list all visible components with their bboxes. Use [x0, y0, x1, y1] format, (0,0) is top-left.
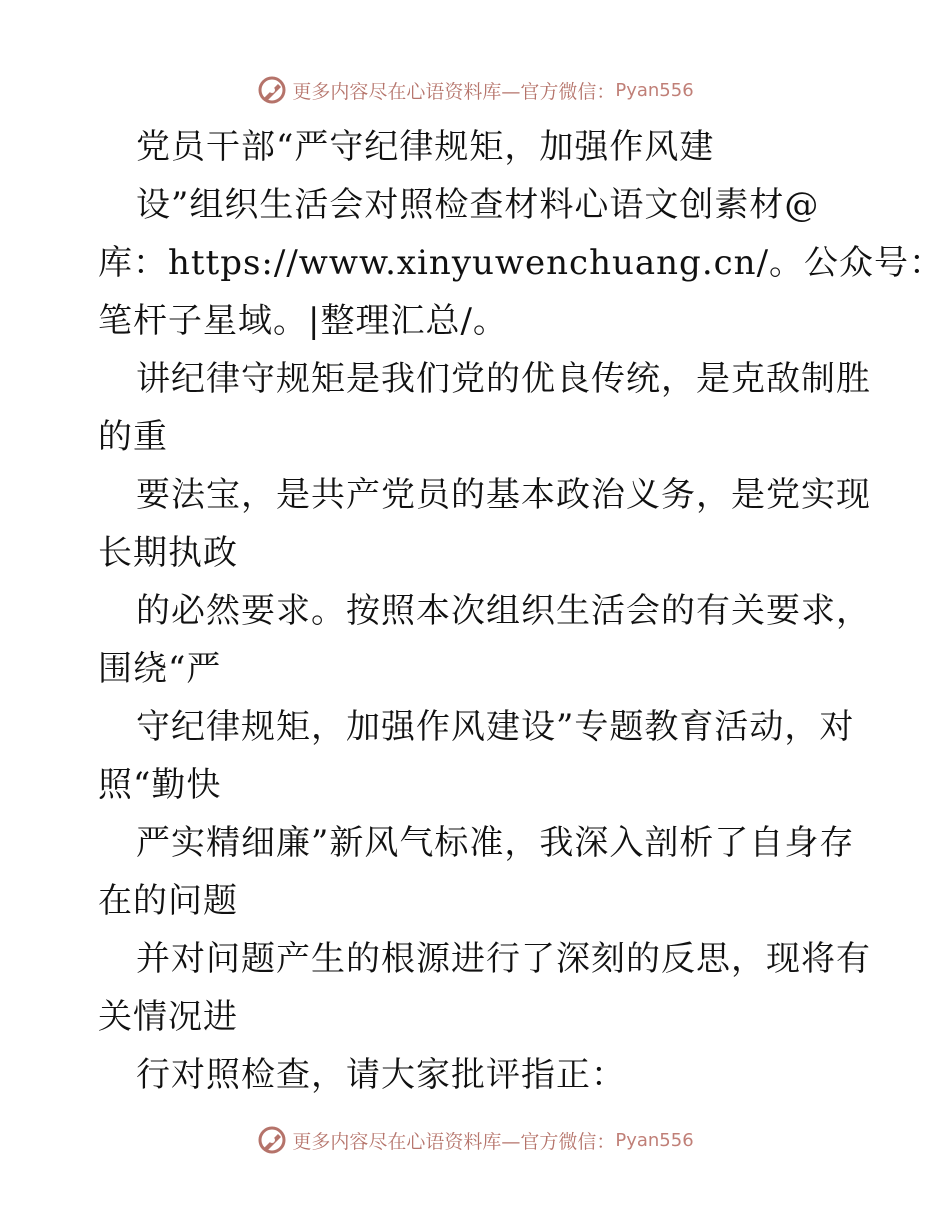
text-line: 设”组织生活会对照检查材料心语文创素材@ [136, 185, 820, 225]
text-line: 的必然要求。按照本次组织生活会的有关要求， [136, 591, 871, 631]
footer-watermark [0, 1124, 950, 1156]
text-line: 并对问题产生的根源进行了深刻的反思，现将有 [136, 939, 871, 979]
text-line: 在的问题 [98, 881, 238, 921]
text-line: 围绕“严 [98, 649, 222, 689]
text-line: 严实精细廉”新风气标准，我深入剖析了自身存 [136, 823, 855, 863]
watermark-brand-text: 更多内容尽在心语资料库—官方微信： [292, 80, 616, 103]
text-line: 的重 [98, 417, 168, 457]
document-body [98, 118, 945, 1104]
text-line: 笔杆子星域。|整理汇总/。 [98, 301, 508, 341]
text-line: 守纪律规矩，加强作风建设”专题教育活动，对 [136, 707, 855, 747]
text-line: 库：https://www.xinyuwenchuang.cn/。公众号： [98, 243, 945, 283]
watermark-id-text: Pyan556 [615, 79, 694, 101]
watermark-id-text: Pyan556 [615, 1129, 694, 1151]
pen-logo-icon [256, 1124, 288, 1156]
text-line: 行对照检查，请大家批评指正： [136, 1055, 626, 1095]
text-line: 要法宝，是共产党员的基本政治义务，是党实现 [136, 475, 871, 515]
pen-logo-icon [256, 74, 288, 106]
watermark-brand-text: 更多内容尽在心语资料库—官方微信： [292, 1130, 616, 1153]
text-line: 党员干部“严守纪律规矩，加强作风建 [136, 127, 715, 167]
header-watermark [0, 74, 950, 106]
text-line: 照“勤快 [98, 765, 222, 805]
text-line: 关情况进 [98, 997, 238, 1037]
text-line: 讲纪律守规矩是我们党的优良传统，是克敌制胜 [136, 359, 871, 399]
text-line: 长期执政 [98, 533, 238, 573]
